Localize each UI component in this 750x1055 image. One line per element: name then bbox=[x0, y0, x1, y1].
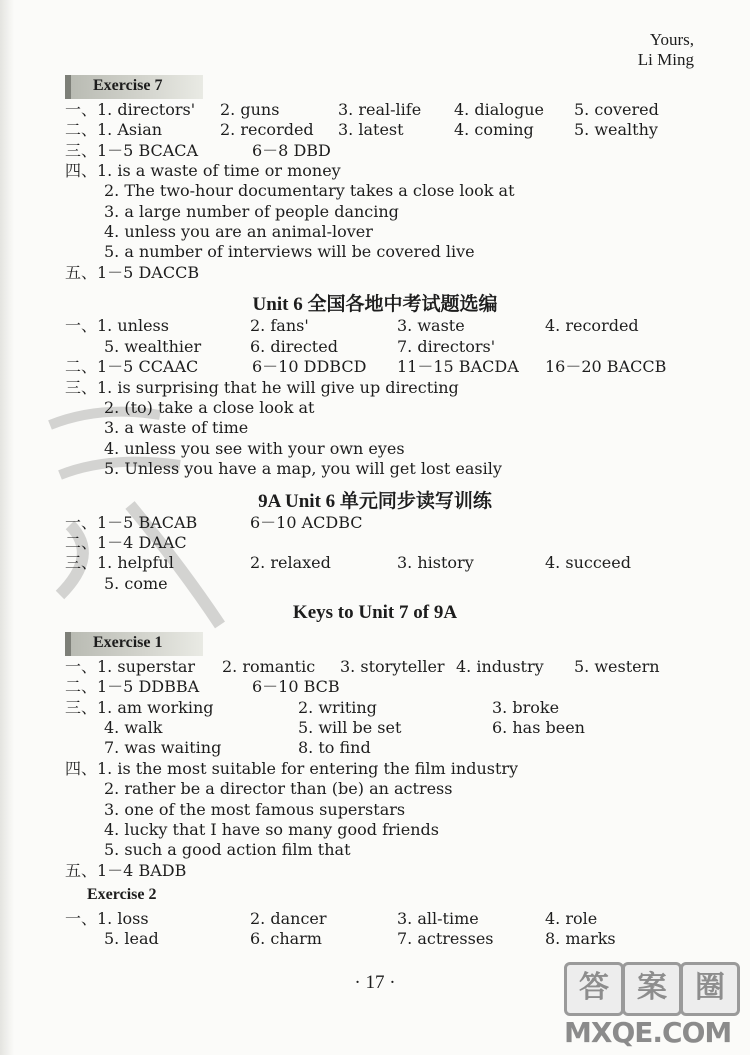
answer-item: 二、1－5 CCAAC bbox=[65, 357, 199, 376]
answer-item: 二、1. Asian bbox=[65, 120, 163, 139]
answer-item: 7. actresses bbox=[397, 929, 494, 948]
watermark-char-2: 案 bbox=[622, 962, 682, 1016]
answer-item: 一、1－5 BACAB bbox=[65, 513, 198, 532]
answer-item: 2. (to) take a close look at bbox=[104, 398, 315, 417]
page-edge-shadow bbox=[0, 0, 14, 1055]
answer-item: 4. succeed bbox=[545, 553, 631, 572]
answer-item: 3. real-life bbox=[338, 100, 422, 119]
answer-item: 一、1. loss bbox=[65, 909, 149, 928]
heading-keys-unit7: Keys to Unit 7 of 9A bbox=[292, 602, 458, 623]
exercise-1-label: Exercise 1 bbox=[65, 632, 203, 656]
answer-item: 4. unless you are an animal-lover bbox=[104, 222, 373, 241]
answer-item: 4. walk bbox=[104, 718, 163, 737]
answer-item: 11－15 BACDA bbox=[397, 357, 519, 376]
answer-item: 2. relaxed bbox=[250, 553, 331, 572]
answer-item: 五、1－5 DACCB bbox=[65, 263, 200, 282]
answer-item: 3. latest bbox=[338, 120, 404, 139]
watermark-char-1: 答 bbox=[564, 962, 624, 1016]
watermark-char-3: 圈 bbox=[680, 962, 740, 1016]
answer-item: 2. guns bbox=[220, 100, 280, 119]
exercise-7-label: Exercise 7 bbox=[65, 75, 203, 99]
answer-item: 5. such a good action film that bbox=[104, 840, 351, 859]
answer-item: 5. wealthy bbox=[574, 120, 658, 139]
answer-item: 6－10 DDBCD bbox=[252, 357, 367, 376]
answer-item: 一、1. unless bbox=[65, 316, 169, 335]
answer-item: 5. western bbox=[574, 657, 660, 676]
answer-item: 3. a large number of people dancing bbox=[104, 202, 399, 221]
answer-item: 5. come bbox=[104, 574, 168, 593]
answer-item: 6－10 BCB bbox=[252, 677, 340, 696]
answer-item: 3. a waste of time bbox=[104, 418, 249, 437]
answer-item: 三、1. am working bbox=[65, 698, 214, 717]
answer-item: 6. directed bbox=[250, 337, 338, 356]
answer-item: 6. charm bbox=[250, 929, 322, 948]
corner-signoff-line1: Yours, bbox=[649, 30, 694, 49]
answer-item: 三、1. helpful bbox=[65, 553, 174, 572]
answer-item: 2. fans' bbox=[250, 316, 309, 335]
answer-item: 6－10 ACDBC bbox=[250, 513, 363, 532]
answer-item: 2. writing bbox=[298, 698, 377, 717]
answer-item: 3. broke bbox=[492, 698, 560, 717]
answer-item: 2. dancer bbox=[250, 909, 327, 928]
answer-item: 五、1－4 BADB bbox=[65, 861, 187, 880]
answer-item: 2. rather be a director than (be) an actress bbox=[104, 779, 453, 798]
answer-item: 5. lead bbox=[104, 929, 159, 948]
exercise-2-label: Exercise 2 bbox=[87, 886, 157, 903]
answer-item: 一、1. superstar bbox=[65, 657, 196, 676]
answer-item: 4. lucky that I have so many good friends bbox=[104, 820, 440, 839]
answer-item: 8. to find bbox=[298, 738, 371, 757]
answer-item: 2. recorded bbox=[220, 120, 314, 139]
answer-item: 6. has been bbox=[492, 718, 585, 737]
answer-item: 4. unless you see with your own eyes bbox=[104, 439, 405, 458]
answer-item: 4. dialogue bbox=[454, 100, 545, 119]
answer-item: 5. a number of interviews will be covered live bbox=[104, 242, 475, 261]
answer-item: 二、1－4 DAAC bbox=[65, 533, 187, 552]
answer-item: 16－20 BACCB bbox=[545, 357, 667, 376]
answer-item: 四、1. is the most suitable for entering the film industry bbox=[65, 759, 519, 778]
answer-item: 二、1－5 DDBBA bbox=[65, 677, 200, 696]
answer-item: 3. all-time bbox=[397, 909, 479, 928]
site-watermark bbox=[560, 962, 740, 1052]
answer-item: 8. marks bbox=[545, 929, 616, 948]
answer-item: 3. waste bbox=[397, 316, 465, 335]
answer-item: 2. romantic bbox=[222, 657, 316, 676]
heading-unit6-sync: 9A Unit 6 单元同步读写训练 bbox=[258, 491, 492, 512]
answer-item: 四、1. is a waste of time or money bbox=[65, 161, 341, 180]
answer-item: 5. Unless you have a map, you will get lost easily bbox=[104, 459, 502, 478]
page-number: · 17 · bbox=[354, 972, 396, 993]
corner-signoff-line2: Li Ming bbox=[637, 50, 694, 69]
answer-item: 4. coming bbox=[454, 120, 534, 139]
answer-item: 三、1. is surprising that he will give up directing bbox=[65, 378, 459, 397]
answer-item: 7. was waiting bbox=[104, 738, 222, 757]
answer-item: 3. storyteller bbox=[340, 657, 445, 676]
answer-item: 4. industry bbox=[456, 657, 544, 676]
answer-item: 6－8 DBD bbox=[252, 141, 331, 160]
answer-item: 3. history bbox=[397, 553, 474, 572]
answer-item: 4. role bbox=[545, 909, 598, 928]
answer-item: 5. wealthier bbox=[104, 337, 202, 356]
answer-item: 3. one of the most famous superstars bbox=[104, 800, 406, 819]
watermark-url: MXQE.COM bbox=[564, 1016, 732, 1049]
answer-item: 4. recorded bbox=[545, 316, 639, 335]
answer-item: 2. The two-hour documentary takes a close look at bbox=[104, 181, 515, 200]
answer-item: 5. covered bbox=[574, 100, 659, 119]
heading-unit6-exam: Unit 6 全国各地中考试题选编 bbox=[252, 294, 498, 315]
answer-item: 5. will be set bbox=[298, 718, 402, 737]
answer-item: 一、1. directors' bbox=[65, 100, 196, 119]
answer-item: 7. directors' bbox=[397, 337, 496, 356]
answer-item: 三、1－5 BCACA bbox=[65, 141, 199, 160]
